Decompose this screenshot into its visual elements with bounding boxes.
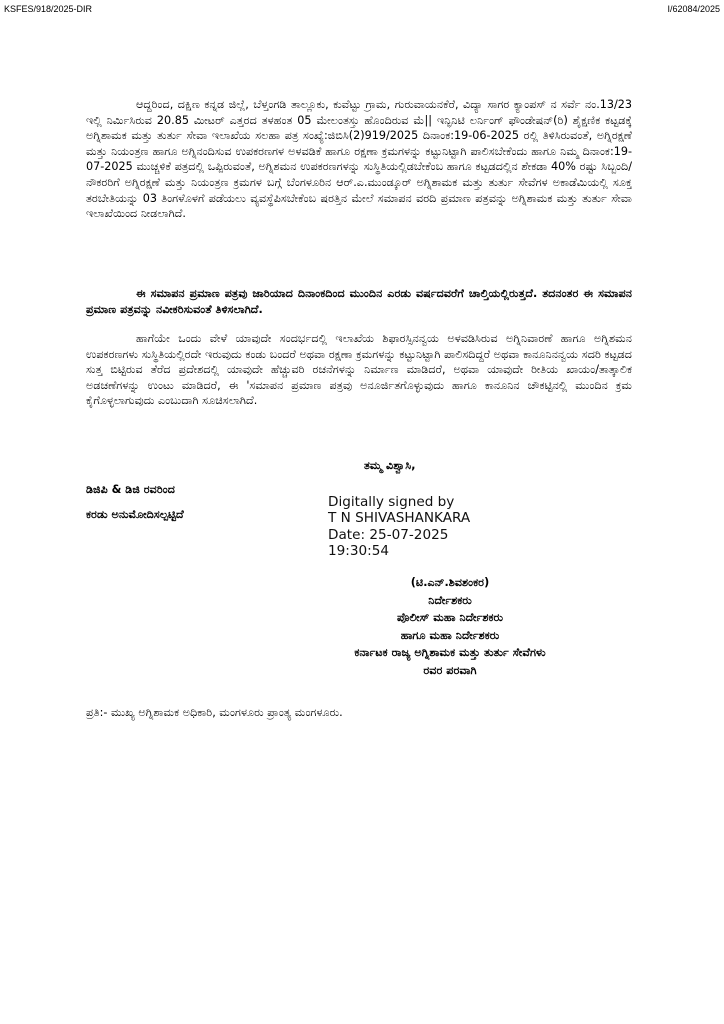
signatory-title-2: ಪೊಲೀಸ್ ಮಹಾ ನಿರ್ದೇಶಕರು [396, 611, 504, 624]
signatory-title-1: ನಿರ್ದೇಶಕರು [428, 593, 472, 607]
signatory-block [300, 574, 600, 679]
signature-time: 19:30:54 [328, 543, 390, 560]
body-paragraph-3: ಹಾಗೆಯೇ ಒಂದು ವೇಳೆ ಯಾವುದೇ ಸಂದರ್ಭದಲ್ಲಿ ಇಲಾಖೆಯ ಶಿಫಾರಸ್ಸಿನನ್ವಯ ಅಳವಡಿಸಿರುವ ಅಗ್ನಿನಿವಾರಣೆ ಹಾಗೂ ಅಗ್ನಿಶಮನ ಉಪಕರಣಗಳು ಸುಸ್ಥಿತಿಯಲ್ಲಿರದೇ ಇರುವುದು ಕಂಡು ಬಂದರೆ ಅಥವಾ ರಕ್ಷಣಾ ಕ್ರಮಗಳನ್ನು ಕಟ್ಟುನಿಟ್ಟಾಗಿ ಪಾಲಿಸದಿದ್ದರೆ ಅಥವಾ ಕಾನೂನಿನನ್ವಯ ಸದರಿ ಕಟ್ಟಡದ ಸುತ್ತ ಬಿಟ್ಟಿರುವ ತೆರೆದ ಪ್ರದೇಶದಲ್ಲಿ ಯಾವುದೇ ಹೆಚ್ಚುವರಿ ರಚನೆಗಳನ್ನು ನಿರ್ಮಾಣ ಮಾಡಿದರೆ, ಅಥವಾ ಯಾವುದೇ ರೀತಿಯ ಖಾಯಂ/ತಾತ್ಕಾಲಿಕ ಅಡಚಣೆಗಳನ್ನು ಉಂಟು ಮಾಡಿದರೆ, ಈ 'ಸಮಾಪನ ಪ್ರಮಾಣ ಪತ್ರವು ಅನೂರ್ಜಿತಗೊಳ್ಳುವುದು ಹಾಗೂ ಕಾನೂನಿನ ಚೌಕಟ್ಟಿನಲ್ಲಿ ಮುಂದಿನ ಕ್ರಮ ಕೈಗೊಳ್ಳಲಾಗುವುದು ಎಂಬುದಾಗಿ ಸೂಚಿಸಲಾಗಿದೆ. [86, 332, 632, 408]
signature-line-1: Digitally signed by [328, 494, 455, 510]
approval-line-2: ಕರಡು ಅನುಮೋದಿಸಲ್ಪಟ್ಟಿದೆ [86, 508, 184, 521]
signatory-title-3: ಹಾಗೂ ಮಹಾ ನಿರ್ದೇಶಕರು [400, 628, 500, 642]
signature-name: T N SHIVASHANKARA [328, 510, 471, 527]
signatory-title-5: ರವರ ಪರವಾಗಿ [423, 663, 477, 677]
signatory-title-4: ಕರ್ನಾಟಕ ರಾಜ್ಯ ಅಗ್ನಿಶಾಮಕ ಮತ್ತು ತುರ್ತು ಸೇವೆಗಳು [354, 646, 546, 659]
body-paragraph-1: ಆದ್ದರಿಂದ, ದಕ್ಷಿಣ ಕನ್ನಡ ಜಿಲ್ಲೆ, ಬೆಳ್ತಂಗಡಿ ತಾಲ್ಲೂಕು, ಕುವೆಟ್ಟು ಗ್ರಾಮ, ಗುರುವಾಯನಕೆರೆ, ವಿದ್ಯಾ ಸಾಗರ ಕ್ಯಾಂಪಸ್ ನ ಸರ್ವೆ ನಂ.13/23 ಇಲ್ಲಿ ನಿರ್ಮಿಸಿರುವ 20.85 ಮೀಟರ್ ಎತ್ತರದ ತಳಹಂತ 05 ಮೇಲಂತಸ್ತು ಹೊಂದಿರುವ ಮೆ|| ಇನ್ಫಿನಿಟಿ ಲರ್ನಿಂಗ್ ಫೌಂಡೇಷನ್(ರಿ) ಶೈಕ್ಷಣಿಕ ಕಟ್ಟಡಕ್ಕೆ ಅಗ್ನಿಶಾಮಕ ಮತ್ತು ತುರ್ತು ಸೇವಾ ಇಲಾಖೆಯ ಸಲಹಾ ಪತ್ರ ಸಂಖ್ಯೆ:ಜಿಬಿಸಿ(2)919/2025 ದಿನಾಂಕ:19-06-2025 ರಲ್ಲಿ ತಿಳಿಸಿರುವಂತೆ, ಅಗ್ನಿರಕ್ಷಣೆ ಮತ್ತು ನಿಯಂತ್ರಣ ಹಾಗೂ ಅಗ್ನಿನಂದಿಸುವ ಉಪಕರಣಗಳ ಅಳವಡಿಕೆ ಹಾಗೂ ರಕ್ಷಣಾ ಕ್ರಮಗಳನ್ನು ಕಟ್ಟುನಿಟ್ಟಾಗಿ ಪಾಲಿಸಬೇಕೆಂದು ಹಾಗೂ ನಿಮ್ಮ ದಿನಾಂಕ:19-07-2025 ಮುಚ್ಚಳಿಕೆ ಪತ್ರದಲ್ಲಿ ಒಪ್ಪಿರುವಂತೆ, ಅಗ್ನಿಶಮನ ಉಪಕರಣಗಳನ್ನು ಸುಸ್ಥಿತಿಯಲ್ಲಿಡಬೇಕೆಂಬ ಹಾಗೂ ಕಟ್ಟಡದಲ್ಲಿನ ಶೇಕಡಾ 40% ರಷ್ಟು ಸಿಬ್ಬಂದಿ/ನೌಕರರಿಗೆ ಅಗ್ನಿರಕ್ಷಣೆ ಮತ್ತು ನಿಯಂತ್ರಣ ಕ್ರಮಗಳ ಬಗ್ಗೆ ಬೆಂಗಳೂರಿನ ಆರ್.ಎ.ಮುಂಡ್ಕೂರ್ ಅಗ್ನಿಶಾಮಕ ಮತ್ತು ತುರ್ತು ಸೇವೆಗಳ ಅಕಾಡೆಮಿಯಲ್ಲಿ ಸೂಕ್ತ ತರಬೇತಿಯನ್ನು 03 ತಿಂಗಳೊಳಗೆ ಪಡೆಯಲು ವ್ಯವಸ್ಥೆಪಿಸಬೇಕೆಂಬ ಷರತ್ತಿನ ಮೇಲೆ ಸಮಾಪನ ವರದಿ ಪ್ರಮಾಣ ಪತ್ರವನ್ನು ಅಗ್ನಿಶಾಮಕ ಮತ್ತು ತುರ್ತು ಸೇವಾ ಇಲಾಖೆಯಿಂದ ನೀಡಲಾಗಿದೆ. [86, 98, 632, 221]
signatory-name: (ಟಿ.ಎನ್.ಶಿವಶಂಕರ) [410, 576, 490, 589]
copy-to-line: ಪ್ರತಿ:- ಮುಖ್ಯ ಅಗ್ನಿಶಾಮಕ ಅಧಿಕಾರಿ, ಮಂಗಳೂರು ಪ್ರಾಂತ್ಯ ಮಂಗಳೂರು. [86, 706, 343, 719]
digital-signature-block [328, 494, 470, 560]
approval-line-1: ಡಿಜಿಪಿ & ಡಿಜಿ ರವರಿಂದ [86, 483, 175, 496]
closing-salutation: ತಮ್ಮ ವಿಶ್ವಾಸಿ, [364, 459, 416, 472]
signature-date: Date: 25-07-2025 [328, 526, 449, 543]
reference-number-left: KSFES/918/2025-DIR [4, 4, 93, 14]
reference-number-right: I/62084/2025 [667, 4, 720, 14]
body-paragraph-2: ಈ ಸಮಾಪನ ಪ್ರಮಾಣ ಪತ್ರವು ಜಾರಿಯಾದ ದಿನಾಂಕದಿಂದ ಮುಂದಿನ ಎರಡು ವರ್ಷದವರೆಗೆ ಚಾಲ್ತಿಯಲ್ಲಿರುತ್ತದೆ. ತದನಂತರ ಈ ಸಮಾಪನ ಪ್ರಮಾಣ ಪತ್ರವನ್ನು ನವೀಕರಿಸುವಂತೆ ತಿಳಿಸಲಾಗಿದೆ. [86, 287, 632, 316]
